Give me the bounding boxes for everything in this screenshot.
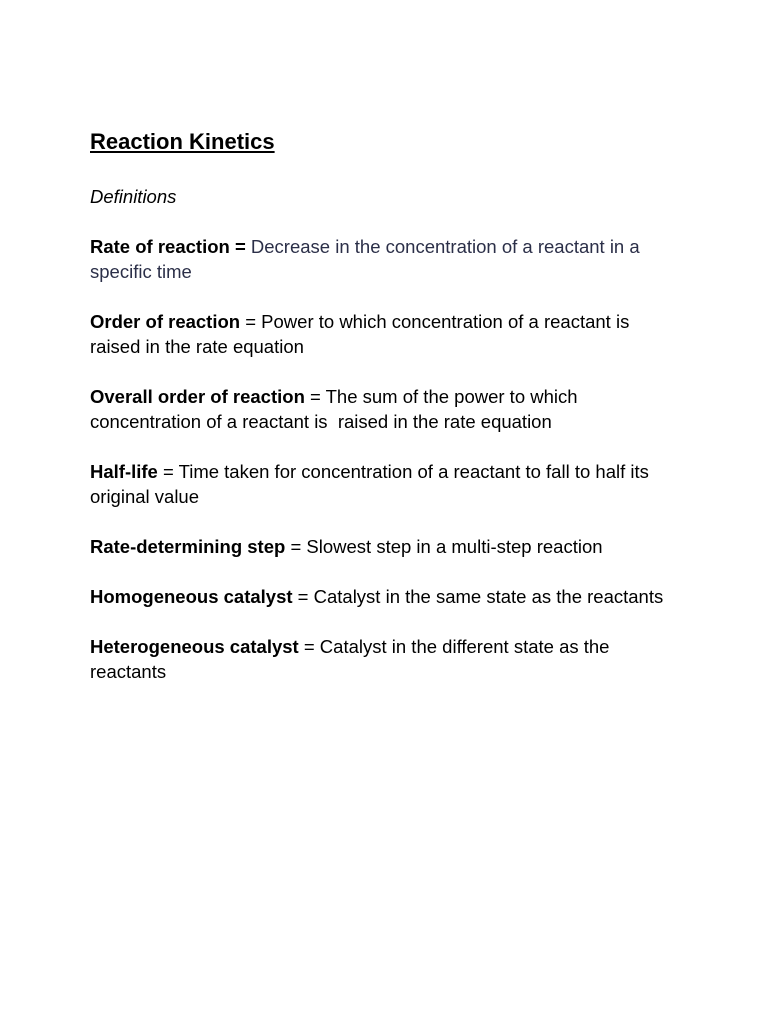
definition-overall-order	[90, 384, 684, 434]
document-page	[90, 127, 684, 684]
section-subtitle: Definitions	[90, 186, 177, 207]
definition-rate-of-reaction	[90, 234, 684, 284]
definition-term: Rate-determining step	[90, 536, 286, 557]
definition-term: Overall order of reaction	[90, 386, 305, 407]
definition-term: Half-life	[90, 461, 158, 482]
definition-text: = Power to which concentration of a reactant is raised in the rate equation	[90, 311, 630, 357]
definition-text: = The sum of the power to which concentration of a reactant is raised in the rate equation	[90, 386, 583, 432]
definition-term: Homogeneous catalyst	[90, 586, 293, 607]
definition-half-life	[90, 459, 684, 509]
page-title: Reaction Kinetics	[90, 129, 275, 154]
definition-text: = Time taken for concentration of a reactant to fall to half its original value	[90, 461, 649, 507]
definition-text: = Catalyst in the different state as the reactants	[90, 636, 610, 682]
definition-rate-determining-step	[90, 534, 684, 559]
definition-order-of-reaction	[90, 309, 684, 359]
definition-term: Heterogeneous catalyst	[90, 636, 299, 657]
definition-term: Order of reaction	[90, 311, 241, 332]
definition-text: Decrease in the concentration of a reactant in a specific time	[90, 236, 640, 282]
definition-term: Rate of reaction =	[90, 236, 246, 257]
definition-homogeneous-catalyst	[90, 584, 684, 609]
definition-text: = Catalyst in the same state as the reactants	[292, 586, 664, 607]
definition-heterogeneous-catalyst	[90, 634, 684, 684]
definition-text: = Slowest step in a multi-step reaction	[285, 536, 603, 557]
